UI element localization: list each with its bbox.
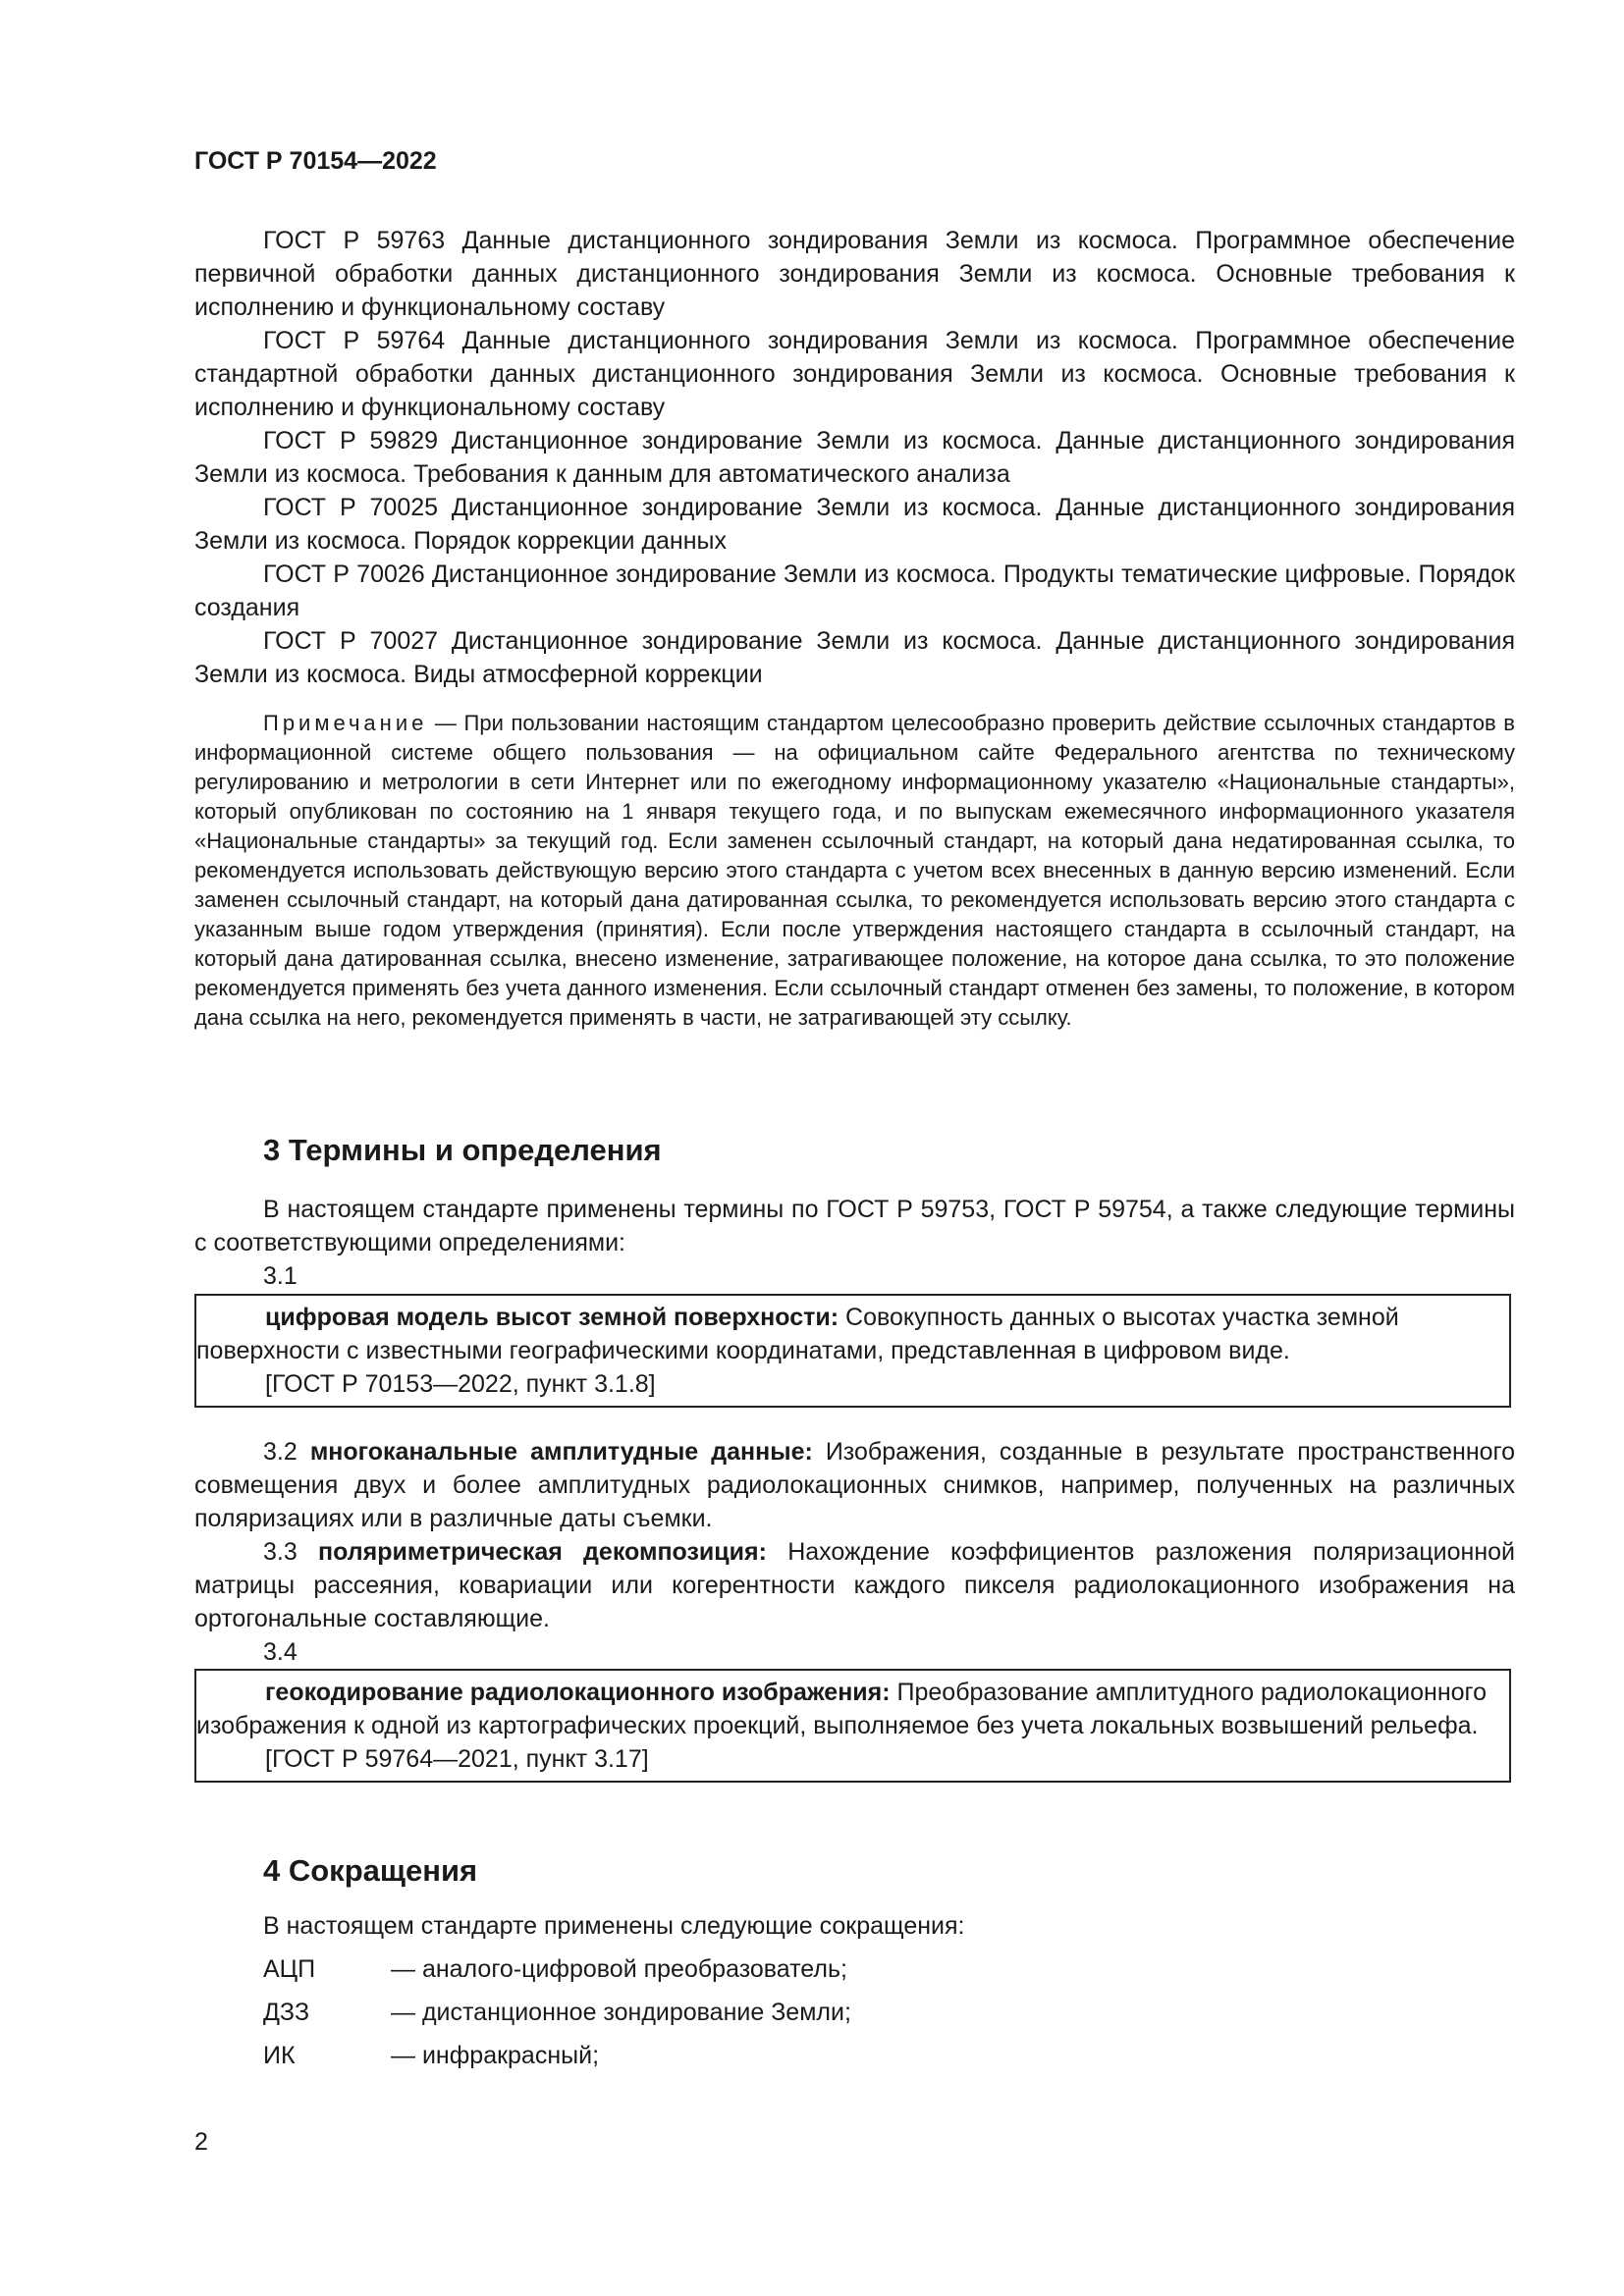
abbreviation-row <box>263 1999 964 2042</box>
reference-item: ГОСТ Р 70026 Дистанционное зондирование Земли из космоса. Продукты тематические цифровые. Порядок создания <box>194 561 1515 621</box>
term-box-3-4 <box>194 1669 1511 1783</box>
abbreviations-list <box>263 1912 964 2085</box>
abbreviation-row <box>263 1955 964 1999</box>
abbreviation-text: — дистанционное зондирование Земли; <box>391 1999 851 2026</box>
section-3-title: 3 Термины и определения <box>263 1133 662 1167</box>
abbreviation-text: — аналого-цифровой преобразователь; <box>391 1955 847 1983</box>
abbreviation-code: ИК <box>263 2042 296 2069</box>
term-name: поляриметрическая декомпозиция: <box>318 1538 767 1566</box>
term-name: геокодирование радиолокационного изображения: <box>265 1679 891 1706</box>
term-number: 3.1 <box>263 1262 298 1290</box>
term-definition: Преобразование амплитудного радиолокационного изображения к одной из картографических проекций, выполняемое без учета локальных возвышений рельефа. <box>196 1679 1488 1739</box>
term-number: 3.2 <box>263 1438 298 1466</box>
term-number: 3.4 <box>263 1638 298 1666</box>
abbreviation-code: АЦП <box>263 1955 316 1983</box>
abbreviation-row <box>263 2042 964 2085</box>
abbreviation-code: ДЗЗ <box>263 1999 310 2026</box>
standard-header: ГОСТ Р 70154—2022 <box>194 147 437 175</box>
term-name: многоканальные амплитудные данные: <box>309 1438 813 1466</box>
term-definition: Изображения, созданные в результате пространственного совмещения двух и более амплитудных радиолокационных снимков, например, полученных на различных поляризациях или в различные даты съемки. <box>194 1438 1516 1532</box>
term-number: 3.3 <box>263 1538 298 1566</box>
reference-item: ГОСТ Р 59763 Данные дистанционного зондирования Земли из космоса. Программное обеспечение первичной обработки данных дистанционного зондирования Земли из космоса. Основные требования к исполнению и функциональному составу <box>194 227 1515 321</box>
section-4-title: 4 Сокращения <box>263 1853 478 1888</box>
reference-item: ГОСТ Р 59764 Данные дистанционного зондирования Земли из космоса. Программное обеспечение стандартной обработки данных дистанционного зондирования Земли из космоса. Основные требования к исполнению и функциональному составу <box>194 327 1515 421</box>
note-block <box>194 709 1515 1033</box>
normative-references <box>194 224 1515 691</box>
page-number: 2 <box>194 2128 208 2156</box>
abbreviation-text: — инфракрасный; <box>391 2042 600 2069</box>
term-name: цифровая модель высот земной поверхности: <box>265 1304 839 1331</box>
reference-item: ГОСТ Р 70025 Дистанционное зондирование Земли из космоса. Данные дистанционного зондирования Земли из космоса. Порядок коррекции данных <box>194 494 1515 555</box>
term-box-3-1 <box>194 1294 1511 1408</box>
section-3-intro-block <box>194 1193 1515 1293</box>
reference-item: ГОСТ Р 59829 Дистанционное зондирование Земли из космоса. Данные дистанционного зондирования Земли из космоса. Требования к данным для автоматического анализа <box>194 427 1515 488</box>
term-source: [ГОСТ Р 59764—2021, пункт 3.17] <box>265 1745 649 1773</box>
note-text: — При пользовании настоящим стандартом целесообразно проверить действие ссылочных стандартов в информационной системе общего пользования — на официальном сайте Федерального агентства по техническому регулированию и метрологии в сети Интернет или по ежегодному информационному указателю «Национальные стандарты», который опубликован по состоянию на 1 января текущего года, и по выпускам ежемесячного информационного указателя «Национальные стандарты» за текущий год. Если заменен ссылочный стандарт, на который дана недатированная ссылка, то рекомендуется использовать действующую версию этого стандарта с учетом всех внесенных в данную версию изменений. Если заменен ссылочный стандарт, на который дана датированная ссылка, то рекомендуется использовать версию этого стандарта с указанным выше годом утверждения (принятия). Если после утверждения настоящего стандарта в ссылочный стандарт, на который дана датированная ссылка, внесено изменение, затрагивающее положение, на которое дана ссылка, то это положение рекомендуется применять без учета данного изменения. Если ссылочный стандарт отменен без замены, то положение, в котором дана ссылка на него, рекомендуется применять в части, не затрагивающей эту ссылку. <box>194 711 1515 1030</box>
note-label: Примечание <box>263 711 428 735</box>
term-definition: Совокупность данных о высотах участка земной поверхности с известными географическими координатами, представленная в цифровом виде. <box>196 1304 1399 1364</box>
section-4-intro: В настоящем стандарте применены следующие сокращения: <box>263 1912 965 1940</box>
reference-item: ГОСТ Р 70027 Дистанционное зондирование Земли из космоса. Данные дистанционного зондирования Земли из космоса. Виды атмосферной коррекции <box>194 627 1515 688</box>
terms-3-2-3-3 <box>194 1435 1515 1669</box>
section-3-intro: В настоящем стандарте применены термины по ГОСТ Р 59753, ГОСТ Р 59754, а также следующие термины с соответствующими определениями: <box>194 1196 1515 1256</box>
term-source: [ГОСТ Р 70153—2022, пункт 3.1.8] <box>265 1370 656 1398</box>
term-definition: Нахождение коэффициентов разложения поляризационной матрицы рассеяния, ковариации или когерентности каждого пикселя радиолокационного изображения на ортогональные составляющие. <box>194 1538 1515 1632</box>
